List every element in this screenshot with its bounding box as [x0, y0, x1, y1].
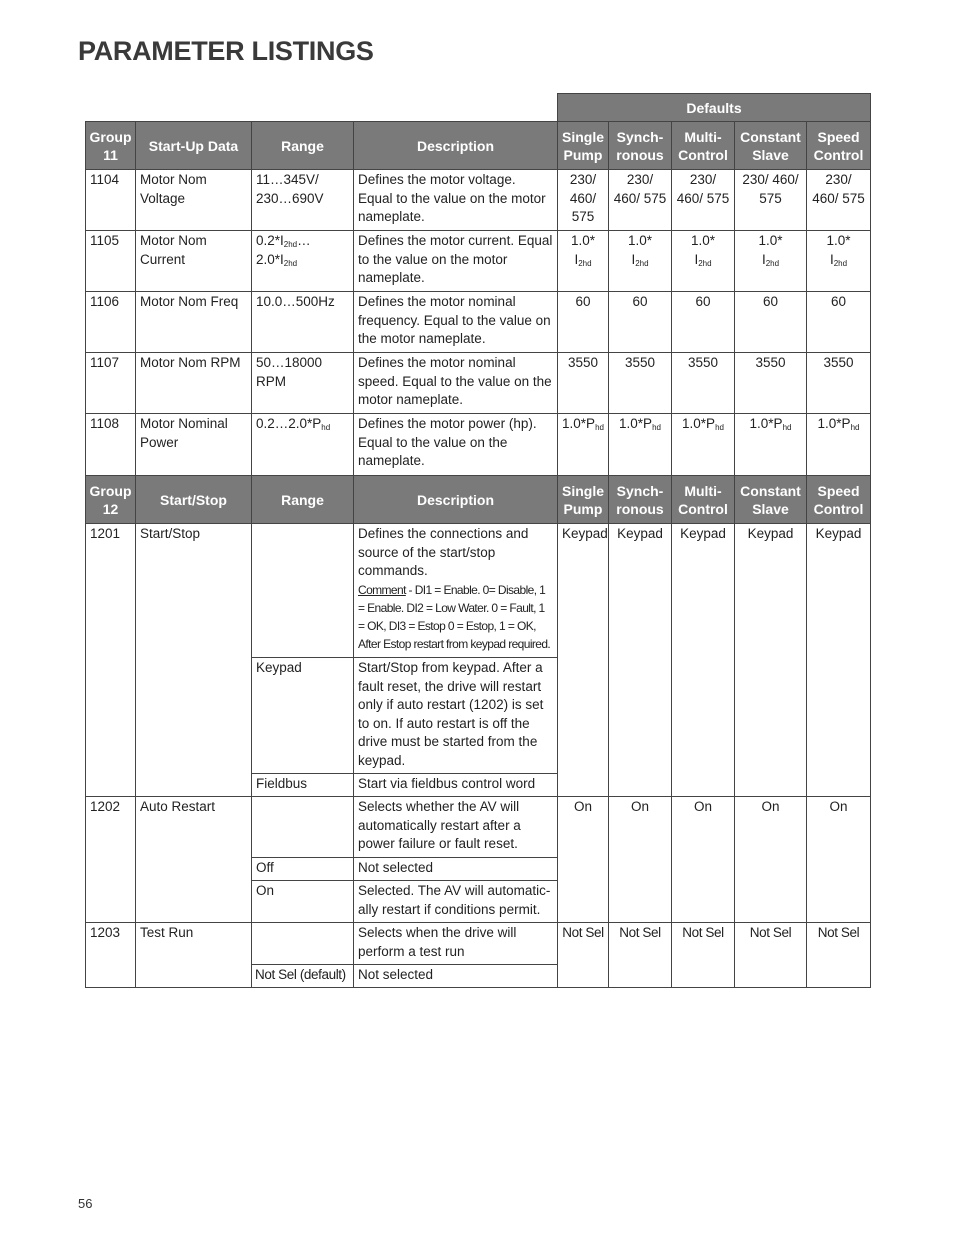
- param-description: Defines the motor power (hp). Equal to the value on the nameplate.: [354, 414, 558, 476]
- param-id: 1201: [86, 524, 136, 797]
- param-range: 50…18000 RPM: [252, 353, 354, 414]
- description-header: Description: [354, 476, 558, 524]
- default-synchronous: 60: [609, 292, 672, 353]
- default-single-pump: 1.0* $I_{2hd}$: [558, 231, 609, 292]
- default-speed-control: 230/ 460/ 575: [807, 170, 871, 231]
- option-description: Selected. The AV will automatic-ally restart if conditions permit.: [354, 881, 558, 923]
- col-single-pump-header: Single Pump: [558, 122, 609, 170]
- default-multi-control: 230/ 460/ 575: [672, 170, 735, 231]
- option-range: Off: [252, 858, 354, 881]
- param-id: 1107: [86, 353, 136, 414]
- default-constant-slave: Keypad: [735, 524, 807, 797]
- param-row-1105: [86, 231, 871, 292]
- param-row-1201: [86, 524, 871, 658]
- default-multi-control: $1.0*P_{hd}$: [672, 414, 735, 476]
- param-row-1107: [86, 353, 871, 414]
- option-range: On: [252, 881, 354, 923]
- default-speed-control: 3550: [807, 353, 871, 414]
- option-description: Not selected: [354, 965, 558, 988]
- param-id: 1106: [86, 292, 136, 353]
- default-constant-slave: $1.0*P_{hd}$: [735, 414, 807, 476]
- param-id: 1105: [86, 231, 136, 292]
- col-speed-control-header: Speed Control: [807, 122, 871, 170]
- parameter-table: [85, 93, 871, 988]
- default-single-pump: 230/ 460/ 575: [558, 170, 609, 231]
- param-name: Motor Nom Voltage: [136, 170, 252, 231]
- param-range: [252, 797, 354, 858]
- param-description: Defines the motor nominal frequency. Equal to the value on the motor nameplate.: [354, 292, 558, 353]
- param-row-1108: [86, 414, 871, 476]
- param-range: 11…345V/ 230…690V: [252, 170, 354, 231]
- param-range: [252, 524, 354, 658]
- range-header: Range: [252, 122, 354, 170]
- col-constant-slave-header: Constant Slave: [735, 476, 807, 524]
- param-description: Selects whether the AV will automatically restart after a power failure or fault reset.: [354, 797, 558, 858]
- description-header: Description: [354, 122, 558, 170]
- default-multi-control: Keypad: [672, 524, 735, 797]
- param-row-1202: [86, 797, 871, 858]
- param-row-1104: [86, 170, 871, 231]
- default-constant-slave: On: [735, 797, 807, 923]
- group12-header-row: [86, 476, 871, 524]
- data-header: Start/Stop: [136, 476, 252, 524]
- param-name: Start/Stop: [136, 524, 252, 797]
- defaults-header: Defaults: [558, 94, 871, 122]
- col-single-pump-header: Single Pump: [558, 476, 609, 524]
- empty-corner: [86, 94, 558, 122]
- col-constant-slave-header: Constant Slave: [735, 122, 807, 170]
- default-synchronous: 230/ 460/ 575: [609, 170, 672, 231]
- default-single-pump: Not Sel: [558, 923, 609, 988]
- param-description: Defines the motor voltage. Equal to the value on the motor nameplate.: [354, 170, 558, 231]
- param-name: Motor Nom Freq: [136, 292, 252, 353]
- default-constant-slave: 230/ 460/ 575: [735, 170, 807, 231]
- param-description: Selects when the drive will perform a test run: [354, 923, 558, 965]
- page-title: PARAMETER LISTINGS: [78, 36, 374, 66]
- group-header: Group 12: [86, 476, 136, 524]
- default-multi-control: Not Sel: [672, 923, 735, 988]
- default-constant-slave: 3550: [735, 353, 807, 414]
- param-name: Auto Restart: [136, 797, 252, 923]
- default-single-pump: 3550: [558, 353, 609, 414]
- default-speed-control: Keypad: [807, 524, 871, 797]
- option-range: Not Sel (default): [252, 965, 354, 988]
- param-name: Motor Nominal Power: [136, 414, 252, 476]
- col-synchronous-header: Synch-ronous: [609, 476, 672, 524]
- default-single-pump: $1.0*P_{hd}$: [558, 414, 609, 476]
- default-single-pump: Keypad: [558, 524, 609, 797]
- param-range: [252, 923, 354, 965]
- option-description: Start via fieldbus control word: [354, 774, 558, 797]
- default-synchronous: Not Sel: [609, 923, 672, 988]
- param-name: Test Run: [136, 923, 252, 988]
- default-speed-control: Not Sel: [807, 923, 871, 988]
- param-id: 1108: [86, 414, 136, 476]
- option-description: Start/Stop from keypad. After a fault reset, the drive will restart only if auto restart (1202) is set to on. If auto restart is off the drive must be started from the keypad.: [354, 658, 558, 774]
- param-range: $0.2\dots 2.0*P_{hd}$: [252, 414, 354, 476]
- col-multi-control-header: Multi-Control: [672, 476, 735, 524]
- option-range: Keypad: [252, 658, 354, 774]
- param-name: Motor Nom Current: [136, 231, 252, 292]
- param-description: Defines the motor nominal speed. Equal to the value on the motor nameplate.: [354, 353, 558, 414]
- param-range: 10.0…500Hz: [252, 292, 354, 353]
- page-number: 56: [78, 1196, 93, 1211]
- default-constant-slave: 60: [735, 292, 807, 353]
- param-description: Defines the motor current. Equal to the value on the motor nameplate.: [354, 231, 558, 292]
- default-multi-control: 1.0* $I_{2hd}$: [672, 231, 735, 292]
- default-speed-control: On: [807, 797, 871, 923]
- param-id: 1104: [86, 170, 136, 231]
- default-synchronous: Keypad: [609, 524, 672, 797]
- range-header: Range: [252, 476, 354, 524]
- default-single-pump: On: [558, 797, 609, 923]
- param-row-1106: [86, 292, 871, 353]
- param-name: Motor Nom RPM: [136, 353, 252, 414]
- default-speed-control: $1.0*P_{hd}$: [807, 414, 871, 476]
- default-synchronous: On: [609, 797, 672, 923]
- defaults-banner-row: [86, 94, 871, 122]
- param-description: Defines the connections and source of the start/stop commands. Comment - DI1 = Enable. 0= Disable, 1 = Enable. DI2 = Low Water. 0 = Fault, 1 = OK, DI3 = Estop 0 = Estop, 1 = OK, After Estop restart from keypad required.: [354, 524, 558, 658]
- param-row-1203: [86, 923, 871, 965]
- default-constant-slave: Not Sel: [735, 923, 807, 988]
- col-synchronous-header: Synch-ronous: [609, 122, 672, 170]
- default-synchronous: 3550: [609, 353, 672, 414]
- default-multi-control: On: [672, 797, 735, 923]
- param-comment: Comment - DI1 = Enable. 0= Disable, 1 = Enable. DI2 = Low Water. 0 = Fault, 1 = OK, DI3 = Estop 0 = Estop, 1 = OK, After Estop restart from keypad required.: [358, 582, 551, 651]
- default-multi-control: 60: [672, 292, 735, 353]
- group-header: Group 11: [86, 122, 136, 170]
- data-header: Start-Up Data: [136, 122, 252, 170]
- col-speed-control-header: Speed Control: [807, 476, 871, 524]
- param-id: 1203: [86, 923, 136, 988]
- default-single-pump: 60: [558, 292, 609, 353]
- param-id: 1202: [86, 797, 136, 923]
- default-synchronous: 1.0* $I_{2hd}$: [609, 231, 672, 292]
- default-synchronous: $1.0*P_{hd}$: [609, 414, 672, 476]
- default-speed-control: 1.0* $I_{2hd}$: [807, 231, 871, 292]
- col-multi-control-header: Multi-Control: [672, 122, 735, 170]
- option-description: Not selected: [354, 858, 558, 881]
- param-range: $0.2*I_{2hd}\dots$ $2.0*I_{2hd}$: [252, 231, 354, 292]
- default-constant-slave: 1.0* $I_{2hd}$: [735, 231, 807, 292]
- default-speed-control: 60: [807, 292, 871, 353]
- default-multi-control: 3550: [672, 353, 735, 414]
- option-range: Fieldbus: [252, 774, 354, 797]
- group11-header-row: [86, 122, 871, 170]
